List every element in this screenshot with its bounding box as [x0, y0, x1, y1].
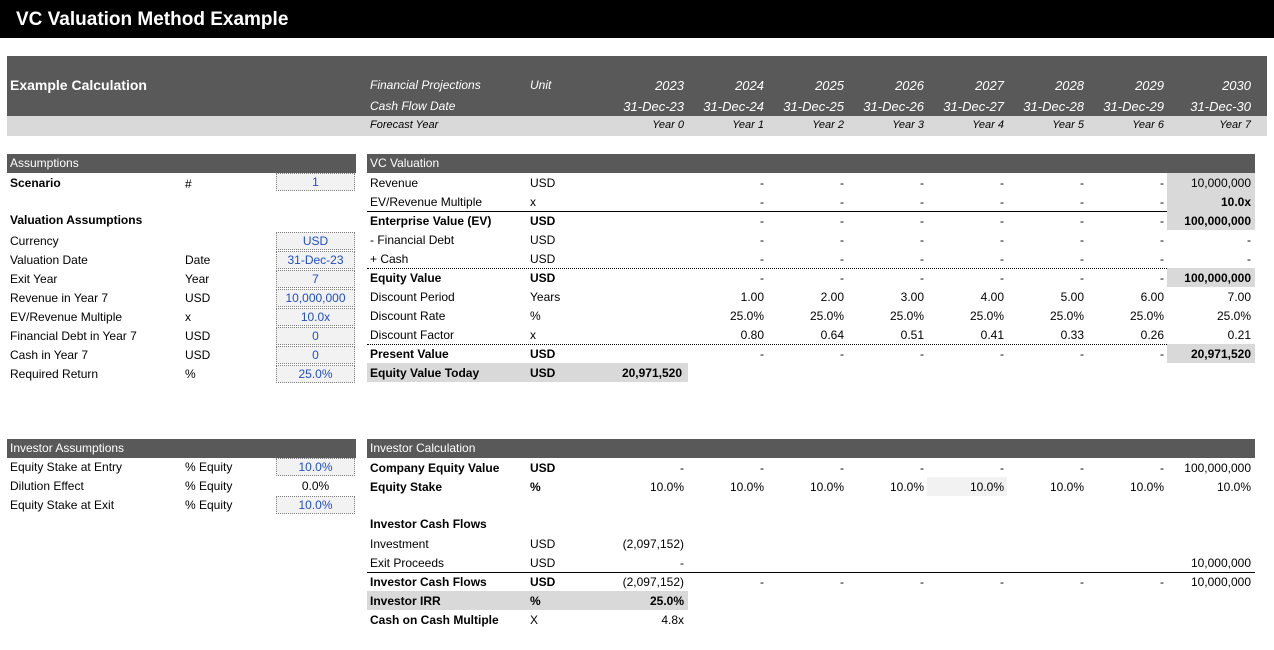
vc-value-cell: -: [920, 233, 924, 247]
vc-row-label: Discount Period: [370, 290, 455, 304]
vc-value-cell: -: [1160, 214, 1164, 228]
investor-calc-cell: -: [680, 556, 684, 570]
date-header: 31-Dec-29: [1103, 99, 1164, 114]
vc-value-cell: -: [760, 214, 764, 228]
vc-value-cell: -: [840, 195, 844, 209]
vc-value-cell: -: [1247, 233, 1251, 247]
investor-calc-label: Equity Stake: [370, 480, 443, 494]
investor-calc-cell: -: [1000, 461, 1004, 475]
investor-calc-unit: USD: [530, 461, 556, 475]
scenario-label: Scenario: [10, 176, 61, 190]
assumption-unit: USD: [185, 291, 211, 305]
vc-value-cell: -: [1000, 347, 1004, 361]
vc-value-cell: -: [760, 252, 764, 266]
vc-row-unit: USD: [530, 214, 556, 228]
vc-row-unit: USD: [530, 347, 556, 361]
date-header: 31-Dec-24: [703, 99, 764, 114]
vc-value-cell: 20,971,520: [1190, 347, 1251, 361]
vc-row-label: Revenue: [370, 176, 419, 190]
vc-value-cell: 10,000,000: [1190, 176, 1251, 190]
forecast-year-cell: Year 4: [972, 119, 1004, 131]
vc-row-label: Enterprise Value (EV): [370, 214, 492, 228]
forecast-year-cell: Year 6: [1132, 119, 1164, 131]
date-header: 31-Dec-30: [1190, 99, 1251, 114]
investor-calc-cell: 10,000,000: [1190, 556, 1251, 570]
row-divider: [367, 211, 1255, 212]
forecast-year-cell: Year 3: [892, 119, 924, 131]
vc-value-cell: -: [1160, 347, 1164, 361]
investor-calc-unit: USD: [530, 537, 556, 551]
financial-projections-label: Financial Projections: [370, 78, 481, 92]
vc-value-cell: -: [920, 214, 924, 228]
date-header: 31-Dec-23: [623, 99, 684, 114]
investor-assumption-label: Dilution Effect: [10, 479, 84, 493]
vc-value-cell: -: [920, 271, 924, 285]
investor-calc-unit: %: [530, 480, 541, 494]
assumption-unit: %: [185, 367, 196, 381]
year-header: 2030: [1222, 78, 1251, 93]
cash-flow-date-label: Cash Flow Date: [370, 99, 456, 113]
investor-assumption-unit: % Equity: [185, 479, 233, 493]
assumption-input[interactable]: 10.0x: [276, 308, 355, 326]
dilution-value: 0.0%: [301, 479, 330, 493]
assumption-unit: x: [185, 310, 191, 324]
vc-value-cell: 5.00: [1060, 290, 1084, 304]
scenario-unit: #: [185, 177, 192, 191]
assumption-label: Revenue in Year 7: [10, 291, 109, 305]
assumption-label: Exit Year: [10, 272, 58, 286]
vc-row-unit: USD: [530, 233, 556, 247]
investor-calc-cell: -: [920, 575, 924, 589]
vc-row-label: Equity Value: [370, 271, 442, 285]
vc-value-cell: -: [1080, 347, 1084, 361]
investor-assumption-unit: % Equity: [185, 460, 233, 474]
vc-value-cell: 25.0%: [889, 309, 924, 323]
investor-irr-unit: %: [530, 594, 541, 608]
vc-value-cell: 3.00: [900, 290, 924, 304]
vc-value-cell: 4.00: [980, 290, 1004, 304]
vc-value-cell: 100,000,000: [1184, 271, 1251, 285]
unit-header: Unit: [530, 78, 552, 92]
vc-value-cell: 25.0%: [809, 309, 844, 323]
forecast-year-cell: Year 0: [652, 119, 684, 131]
investor-calc-cell: -: [1160, 461, 1164, 475]
vc-row-unit: x: [530, 195, 536, 209]
vc-value-cell: -: [1000, 233, 1004, 247]
equity-value-today-unit: USD: [530, 366, 556, 380]
assumption-unit: Date: [185, 253, 211, 267]
vc-value-cell: 25.0%: [969, 309, 1004, 323]
vc-row-unit: USD: [530, 176, 556, 190]
vc-value-cell: 7.00: [1227, 290, 1251, 304]
vc-row-label: + Cash: [370, 252, 409, 266]
year-header: 2026: [895, 78, 924, 93]
investor-calculation-header: Investor Calculation: [367, 439, 1255, 458]
vc-value-cell: -: [760, 176, 764, 190]
investor-assumptions-header: Investor Assumptions: [7, 439, 356, 458]
vc-value-cell: 0.33: [1060, 328, 1084, 342]
vc-value-cell: -: [920, 195, 924, 209]
vc-row-unit: USD: [530, 252, 556, 266]
investor-calc-cell: 10.0%: [1129, 480, 1164, 494]
vc-row-label: Present Value: [370, 347, 449, 361]
investor-calc-cell: -: [1160, 575, 1164, 589]
assumption-label: Cash in Year 7: [10, 348, 89, 362]
vc-row-unit: x: [530, 328, 536, 342]
vc-value-cell: -: [1247, 252, 1251, 266]
year-header: 2029: [1135, 78, 1164, 93]
page-title: VC Valuation Method Example: [16, 9, 289, 30]
investor-calc-cell: 100,000,000: [1184, 461, 1251, 475]
investor-calc-label: Investment: [370, 537, 429, 551]
investor-calc-cell: -: [840, 461, 844, 475]
vc-value-cell: -: [840, 347, 844, 361]
investor-calc-cell: (2,097,152): [622, 575, 684, 589]
assumption-unit: USD: [185, 329, 211, 343]
vc-value-cell: -: [760, 271, 764, 285]
vc-row-unit: USD: [530, 271, 556, 285]
assumption-label: Required Return: [10, 367, 99, 381]
investor-calc-cell: -: [1000, 575, 1004, 589]
investor-calc-cell: -: [1080, 461, 1084, 475]
vc-value-cell: -: [760, 195, 764, 209]
date-header: 31-Dec-28: [1023, 99, 1084, 114]
vc-value-cell: -: [760, 233, 764, 247]
year-header: 2025: [815, 78, 844, 93]
vc-value-cell: -: [920, 347, 924, 361]
date-header: 31-Dec-25: [783, 99, 844, 114]
assumptions-header: Assumptions: [7, 154, 356, 173]
equity-value-today-label: Equity Value Today: [370, 366, 480, 380]
investor-calc-cell: 10.0%: [1049, 480, 1084, 494]
row-divider: [367, 344, 1255, 345]
assumption-input[interactable]: 31-Dec-23: [276, 251, 355, 269]
year-header: 2023: [655, 78, 684, 93]
assumption-input[interactable]: 0: [276, 327, 355, 345]
vc-value-cell: 1.00: [740, 290, 764, 304]
cash-on-cash-value: 4.8x: [661, 613, 684, 627]
vc-value-cell: 6.00: [1140, 290, 1164, 304]
vc-value-cell: 0.64: [820, 328, 844, 342]
vc-value-cell: 25.0%: [1216, 309, 1251, 323]
vc-row-label: Discount Factor: [370, 328, 455, 342]
valuation-assumptions-title: Valuation Assumptions: [10, 213, 143, 227]
vc-value-cell: -: [1000, 176, 1004, 190]
date-header: 31-Dec-27: [943, 99, 1004, 114]
vc-value-cell: -: [1160, 176, 1164, 190]
assumption-unit: Year: [185, 272, 210, 286]
assumption-input[interactable]: 10,000,000: [276, 289, 355, 307]
forecast-year-label: Forecast Year: [370, 119, 439, 131]
investor-assumption-unit: % Equity: [185, 498, 233, 512]
investor-calc-cell: -: [760, 461, 764, 475]
assumption-unit: USD: [185, 348, 211, 362]
vc-value-cell: -: [1160, 271, 1164, 285]
scenario-input[interactable]: 1: [276, 173, 355, 191]
investor-calc-cell: 10.0%: [729, 480, 764, 494]
vc-value-cell: -: [1000, 252, 1004, 266]
vc-value-cell: -: [1080, 176, 1084, 190]
vc-value-cell: -: [1000, 195, 1004, 209]
vc-value-cell: -: [1080, 252, 1084, 266]
investor-assumption-label: Equity Stake at Exit: [10, 498, 115, 512]
assumption-input[interactable]: USD: [276, 232, 355, 250]
year-header: 2027: [975, 78, 1004, 93]
investor-cash-flows-title: Investor Cash Flows: [370, 517, 487, 531]
investor-assumption-input[interactable]: 10.0%: [276, 458, 355, 476]
vc-value-cell: -: [1000, 271, 1004, 285]
assumption-label: Financial Debt in Year 7: [10, 329, 137, 343]
vc-value-cell: -: [840, 252, 844, 266]
vc-value-cell: 25.0%: [1049, 309, 1084, 323]
vc-row-unit: Years: [530, 290, 561, 304]
assumption-label: EV/Revenue Multiple: [10, 310, 123, 324]
vc-value-cell: 2.00: [820, 290, 844, 304]
investor-calc-unit: USD: [530, 556, 556, 570]
vc-valuation-header: VC Valuation: [367, 154, 1255, 173]
vc-value-cell: 100,000,000: [1184, 214, 1251, 228]
vc-row-unit: %: [530, 309, 541, 323]
vc-value-cell: -: [1160, 233, 1164, 247]
date-header: 31-Dec-26: [863, 99, 924, 114]
investor-assumption-label: Equity Stake at Entry: [10, 460, 123, 474]
investor-calc-cell: 10.0%: [1216, 480, 1251, 494]
assumption-input[interactable]: 0: [276, 346, 355, 364]
investor-calc-cell: -: [760, 575, 764, 589]
investor-calc-cell: -: [840, 575, 844, 589]
vc-value-cell: 25.0%: [1129, 309, 1164, 323]
row-divider: [367, 268, 1255, 269]
section-title: Example Calculation: [10, 77, 147, 93]
assumption-input[interactable]: 25.0%: [276, 365, 355, 383]
forecast-year-cell: Year 2: [812, 119, 844, 131]
vc-value-cell: 0.26: [1140, 328, 1164, 342]
vc-value-cell: -: [760, 347, 764, 361]
investor-calc-cell: 10,000,000: [1190, 575, 1251, 589]
vc-row-label: EV/Revenue Multiple: [370, 195, 483, 209]
assumption-label: Currency: [10, 234, 59, 248]
vc-value-cell: -: [1160, 195, 1164, 209]
vc-value-cell: -: [1080, 271, 1084, 285]
investor-calc-cell: -: [1080, 575, 1084, 589]
investor-calc-cell: -: [920, 461, 924, 475]
cash-on-cash-label: Cash on Cash Multiple: [370, 613, 499, 627]
vc-value-cell: -: [1000, 214, 1004, 228]
investor-calc-label: Investor Cash Flows: [370, 575, 487, 589]
investor-calc-cell: 10.0%: [889, 480, 924, 494]
vc-value-cell: -: [1080, 214, 1084, 228]
vc-value-cell: -: [840, 271, 844, 285]
year-header: 2024: [735, 78, 764, 93]
vc-value-cell: -: [840, 214, 844, 228]
investor-calc-cell: -: [680, 461, 684, 475]
year-header: 2028: [1055, 78, 1084, 93]
vc-row-label: Discount Rate: [370, 309, 446, 323]
assumption-input[interactable]: 7: [276, 270, 355, 288]
investor-calc-label: Exit Proceeds: [370, 556, 445, 570]
investor-calc-cell: (2,097,152): [622, 537, 684, 551]
vc-value-cell: 10.0x: [1220, 195, 1251, 209]
vc-value-cell: -: [1080, 195, 1084, 209]
forecast-year-cell: Year 5: [1052, 119, 1084, 131]
forecast-year-cell: Year 7: [1219, 119, 1251, 131]
vc-value-cell: -: [920, 176, 924, 190]
investor-calc-cell: 10.0%: [649, 480, 684, 494]
assumption-label: Valuation Date: [10, 253, 88, 267]
vc-value-cell: 25.0%: [729, 309, 764, 323]
vc-value-cell: -: [840, 233, 844, 247]
vc-value-cell: 0.41: [980, 328, 1004, 342]
investor-irr-label: Investor IRR: [370, 594, 441, 608]
vc-row-label: - Financial Debt: [370, 233, 455, 247]
cash-on-cash-unit: X: [530, 613, 539, 627]
vc-value-cell: -: [1080, 233, 1084, 247]
vc-value-cell: -: [1160, 252, 1164, 266]
investor-irr-value: 25.0%: [649, 594, 684, 608]
vc-value-cell: -: [840, 176, 844, 190]
forecast-year-cell: Year 1: [732, 119, 764, 131]
vc-value-cell: -: [920, 252, 924, 266]
vc-value-cell: 0.80: [740, 328, 764, 342]
investor-calc-label: Company Equity Value: [370, 461, 500, 475]
investor-calc-cell: 10.0%: [809, 480, 844, 494]
row-divider: [367, 572, 1255, 573]
investor-calc-unit: USD: [530, 575, 556, 589]
vc-value-cell: 0.51: [900, 328, 924, 342]
investor-assumption-input[interactable]: 10.0%: [276, 496, 355, 514]
equity-value-today-value: 20,971,520: [621, 366, 682, 380]
investor-calc-cell: 10.0%: [969, 480, 1004, 494]
vc-value-cell: 0.21: [1227, 328, 1251, 342]
